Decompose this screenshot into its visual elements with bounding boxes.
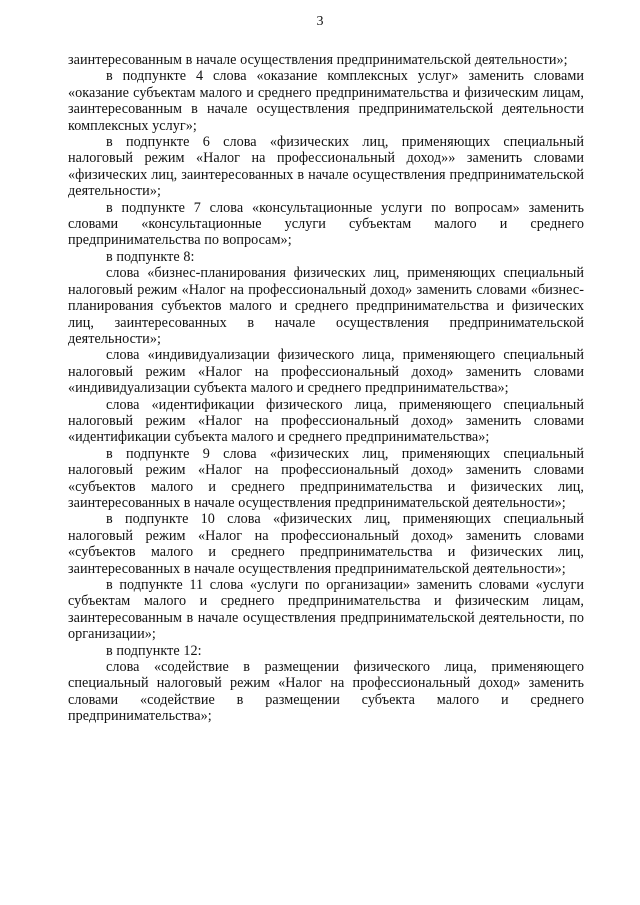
paragraph-subpoint-8-identification: слова «идентификации физического лица, применяющего специальный налоговый режим «Налог на профессиональный доход» заменить словами «идентификации субъекта малого и среднего предпринимательства»;: [68, 396, 584, 446]
paragraph-subpoint-8-heading: в подпункте 8:: [106, 248, 195, 265]
paragraph-subpoint-8-business-planning: слова «бизнес-планирования физических лиц, применяющих специальный налоговый режим «Налог на профессиональный доход» заменить словами «бизнес-планирования субъектов малого и среднего предпринимательства и физических лиц, заинтересованных в начале осуществления предпринимательской деятельности»;: [68, 265, 584, 347]
paragraph-subpoint-12-heading: в подпункте 12:: [106, 642, 202, 659]
document-body: [68, 52, 584, 725]
paragraph-subpoint-8-individualization: слова «индивидуализации физического лица, применяющего специальный налоговый режим «Налог на профессиональный доход» заменить словами «индивидуализации субъекта малого и среднего предпринимательства»;: [68, 347, 584, 397]
paragraph-subpoint-4: в подпункте 4 слова «оказание комплексных услуг» заменить словами «оказание субъектам малого и среднего предпринимательства и физическим лицам, заинтересованным в начале осуществления предпринимательской деятельности комплексных услуг»;: [68, 68, 584, 134]
paragraph-subpoint-9: в подпункте 9 слова «физических лиц, применяющих специальный налоговый режим «Налог на профессиональный доход» заменить словами «субъектов малого и среднего предпринимательства и физических лиц, заинтересованных в начале осуществления предпринимательской деятельности»;: [68, 445, 584, 511]
paragraph-subpoint-6: в подпункте 6 слова «физических лиц, применяющих специальный налоговый режим «Налог на профессиональный доход»» заменить словами «физических лиц, заинтересованных в начале осуществления предпринимательской деятельности»;: [68, 134, 584, 200]
paragraph-continuation: заинтересованным в начале осуществления предпринимательской деятельности»;: [68, 52, 568, 68]
page-number: 3: [316, 14, 324, 29]
paragraph-subpoint-11: в подпункте 11 слова «услуги по организации» заменить словами «услуги субъектам малого и среднего предпринимательства и физическим лицам, заинтересованным в начале осуществления предпринимательской деятельности, по организации»;: [68, 577, 584, 643]
paragraph-subpoint-12-placement: слова «содействие в размещении физического лица, применяющего специальный налоговый режим «Налог на профессиональный доход» заменить словами «содействие в размещении субъекта малого и среднего предпринимательства»;: [68, 659, 584, 725]
paragraph-subpoint-7: в подпункте 7 слова «консультационные услуги по вопросам» заменить словами «консультационные услуги субъектам малого и среднего предпринимательства по вопросам»;: [68, 199, 584, 249]
paragraph-subpoint-10: в подпункте 10 слова «физических лиц, применяющих специальный налоговый режим «Налог на профессиональный доход» заменить словами «субъектов малого и среднего предпринимательства и физических лиц, заинтересованных в начале осуществления предпринимательской деятельности»;: [68, 511, 584, 577]
